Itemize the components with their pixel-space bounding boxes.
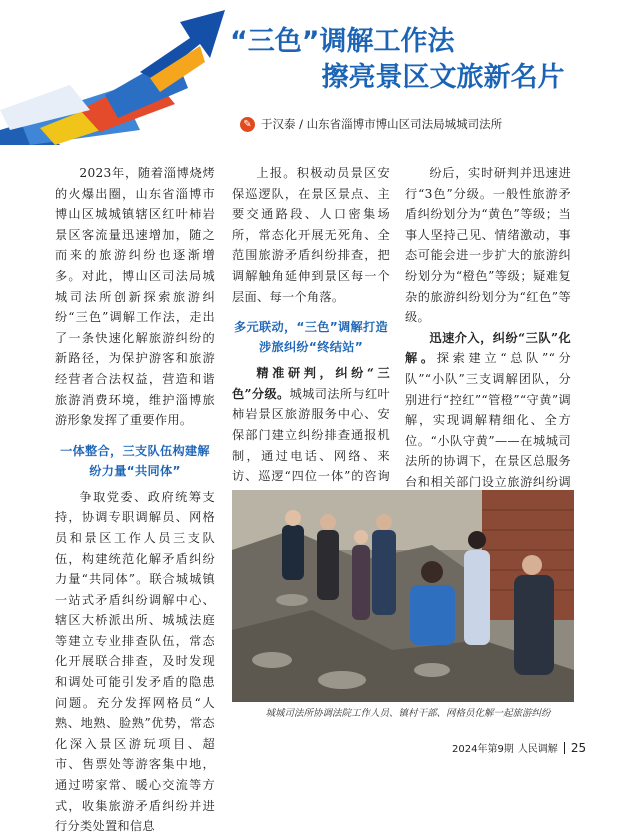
- lead-phrase: 精准研判，纠纷“三色”分级。: [232, 366, 390, 401]
- body-text: 探索建立“总队”“分队”“小队”三支调解团队，分别进行“控红”“管橙”“守黄”调解，实现调解精细化、全方位。“小队守黄”——在城城司法所的协调下，在景区总服务台和相关部门设立旅游纠纷调: [405, 351, 571, 489]
- body-paragraph: 2023年，随着淄博烧烤的火爆出圈，山东省淄博市博山区城城镇辖区红叶柿岩景区客流量迅速增加，随之而来的旅游纠纷也逐渐增多。对此，博山区司法局城城司法所创新探索旅游纠纷“三色”调解工作法，走出了一条快速化解旅游纠纷的新路径，为保护游客和旅游经营者合法权益，营造和谐旅游消费环境，维护淄博旅游形象发挥了重要作用。: [55, 166, 215, 428]
- body-paragraph: 纷后，实时研判并迅速进行“3色”分级。一般性旅游矛盾纠纷划分为“黄色”等级；当事人坚持己见、情绪激动，事态可能会进一步扩大的旅游纠纷划分为“橙色”等级；疑难复杂的旅游纠纷划分为“红色”等级。: [405, 166, 571, 325]
- photo-caption: 城城司法所协调法院工作人员、镇村干部、网格员化解一起旅游纠纷: [265, 708, 551, 719]
- magazine-name: 人民调解: [517, 744, 558, 755]
- issue-label: 2024年第9期: [452, 744, 514, 755]
- column-1: [55, 163, 215, 837]
- title-line-2: 擦亮景区文旅新名片: [321, 62, 565, 93]
- footer-divider: [564, 742, 565, 754]
- page-title: [230, 24, 565, 96]
- author-byline: [240, 116, 502, 132]
- page-footer: [452, 740, 586, 755]
- title-line-1: “三色”调解工作法: [230, 26, 455, 57]
- section-heading: 一体整合，三支队伍构建解纷力量“共同体”: [60, 443, 210, 478]
- section-heading: 多元联动，“三色”调解打造涉旅纠纷“终结站”: [234, 320, 388, 355]
- author-text: 于汉泰 / 山东省淄博市博山区司法局城城司法所: [261, 117, 503, 131]
- pen-icon: ✎: [240, 117, 255, 132]
- body-paragraph: 争取党委、政府统筹支持，协调专职调解员、网格员和景区工作人员三支队伍，构建统范化解矛盾纠纷力量“共同体”。联合城城镇一站式矛盾纠纷调解中心、辖区大桥派出所、城城法庭等建立专业排查队伍，常态化开展联合排查，及时发现和调处可能引发矛盾的隐患问题。充分发挥网格员“人熟、地熟、脸熟”优势，常态化深入景区游玩项目、超市、售票处等游客集中地，通过唠家常、暖心交流等方式，收集旅游矛盾纠纷并进行分类处置和信息: [55, 489, 215, 834]
- lead-phrase: 迅速介入，纠纷“三队”化解。: [405, 330, 571, 366]
- body-paragraph: 上报。积极动员景区安保巡逻队，在景区景点、主要交通路段、人口密集场所，常态化开展无死角、全范围旅游矛盾纠纷排查，把调解触角延伸到景区每一个层面、每一个角落。: [232, 166, 390, 304]
- body-text: 城城司法所与红叶柿岩景区旅游服务中心、安保部门建立纠纷排查通报机制，通过电话、网络、来访、巡逻“四位一体”的咨询: [232, 386, 390, 484]
- news-photo: [232, 490, 574, 702]
- page-number: 25: [570, 740, 587, 755]
